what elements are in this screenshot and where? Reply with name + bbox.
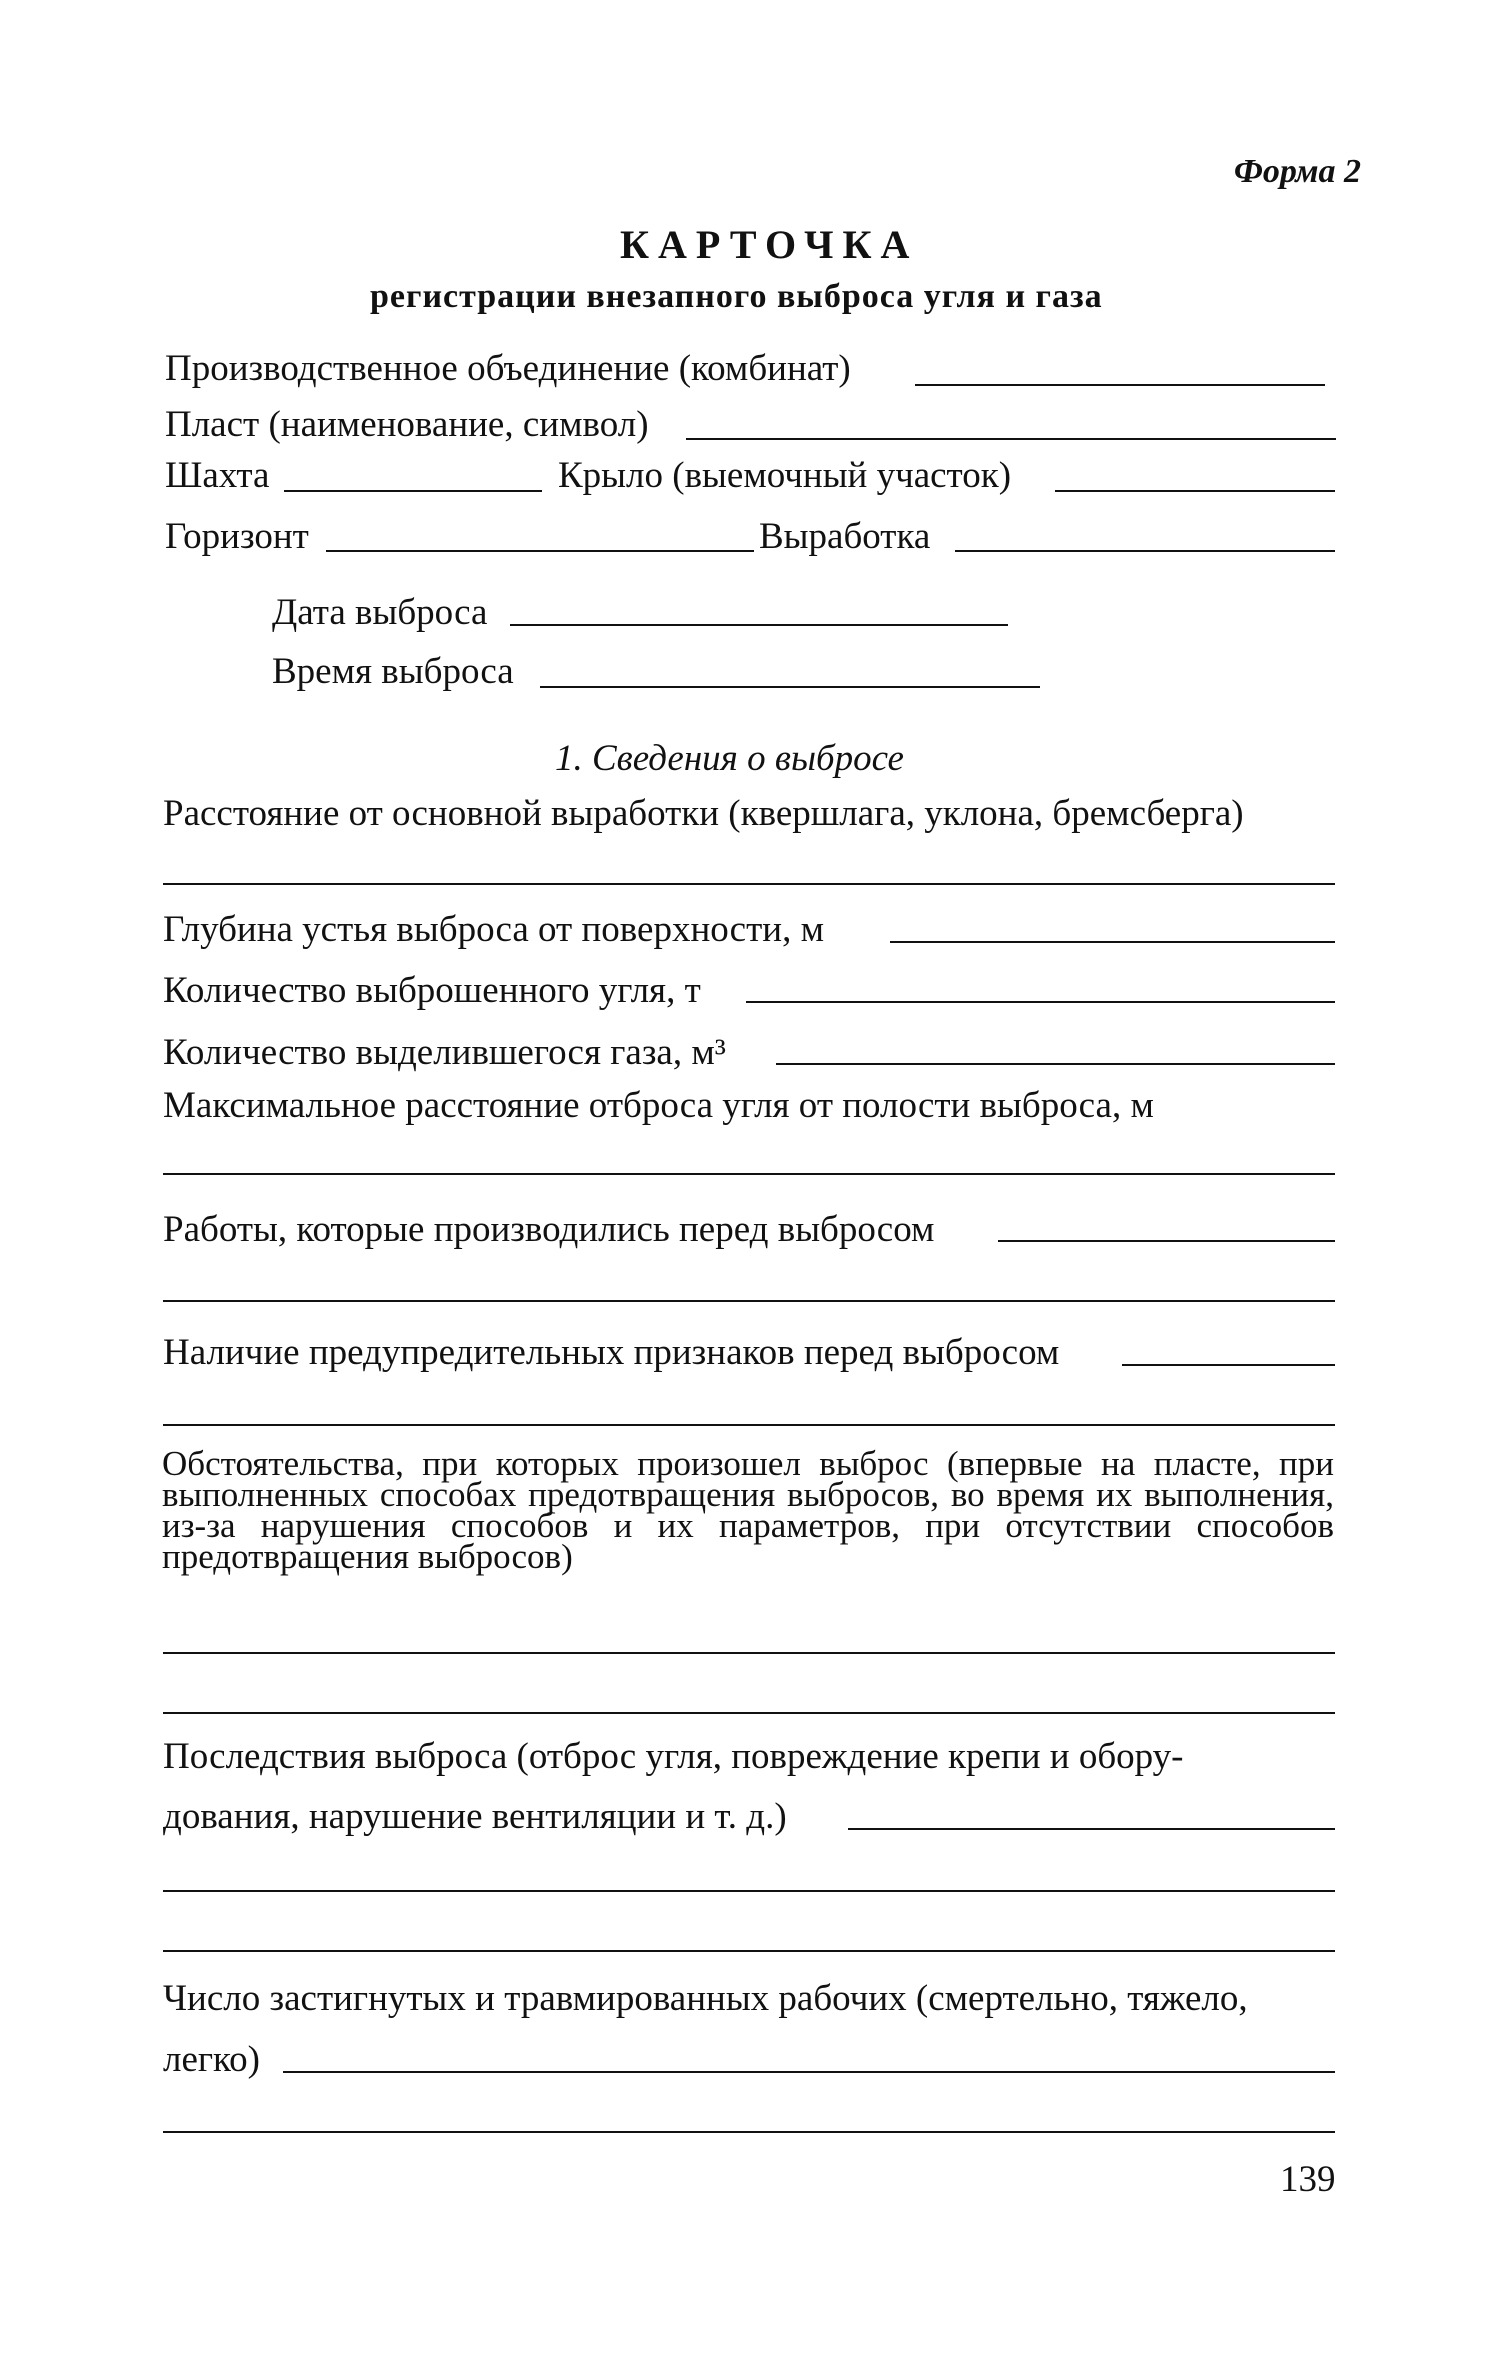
seam-field[interactable] (686, 438, 1336, 440)
circumstances-text: Обстоятельства, при которых произошел выброс (впервые на пласте, при выполненных способах предотвращения выбросов, во время их выполнения, из-за нарушения способов и их параметров, при отсутствии способов предотвращения выбросов) (162, 1444, 1334, 1576)
victims-field[interactable] (283, 2071, 1335, 2073)
working-field[interactable] (955, 550, 1335, 552)
warning-signs-field[interactable] (1122, 1364, 1335, 1366)
date-field[interactable] (510, 624, 1008, 626)
max-distance-field[interactable] (163, 1173, 1335, 1175)
time-label: Время выброса (272, 651, 514, 692)
distance-field[interactable] (163, 883, 1335, 885)
mine-field[interactable] (284, 490, 542, 492)
horizon-label: Горизонт (165, 516, 309, 557)
gas-amount-label: Количество выделившегося газа, м³ (163, 1032, 726, 1073)
depth-label: Глубина устья выброса от поверхности, м (163, 909, 824, 950)
victims-field-2[interactable] (163, 2131, 1335, 2133)
association-label: Производственное объединение (комбинат) (165, 348, 851, 389)
works-field[interactable] (998, 1240, 1335, 1242)
wing-field[interactable] (1055, 490, 1335, 492)
card-title: КАРТОЧКА (620, 222, 919, 267)
works-label: Работы, которые производились перед выбросом (163, 1209, 935, 1250)
consequences-field-3[interactable] (163, 1950, 1335, 1952)
date-label: Дата выброса (272, 592, 488, 633)
section-heading: 1. Сведения о выбросе (555, 738, 904, 779)
depth-field[interactable] (890, 941, 1335, 943)
consequences-field[interactable] (848, 1828, 1335, 1830)
circumstances-field-2[interactable] (163, 1712, 1335, 1714)
horizon-field[interactable] (326, 550, 754, 552)
wing-label: Крыло (выемочный участок) (558, 455, 1012, 496)
coal-amount-field[interactable] (746, 1001, 1335, 1003)
seam-label: Пласт (наименование, символ) (165, 404, 649, 445)
warning-signs-field-extra[interactable] (163, 1424, 1335, 1426)
page-number: 139 (1280, 2159, 1336, 2200)
gas-amount-field[interactable] (776, 1063, 1335, 1065)
distance-label: Расстояние от основной выработки (квершлага, уклона, бремсберга) (163, 793, 1244, 834)
circumstances-field-1[interactable] (163, 1652, 1335, 1654)
working-label: Выработка (759, 516, 931, 557)
consequences-field-2[interactable] (163, 1890, 1335, 1892)
mine-label: Шахта (165, 455, 270, 496)
victims-label-line2: легко) (163, 2039, 260, 2080)
consequences-label-line2: дования, нарушение вентиляции и т. д.) (163, 1796, 787, 1837)
card-subtitle: регистрации внезапного выброса угля и газа (370, 278, 1103, 315)
association-field[interactable] (915, 384, 1325, 386)
warning-signs-label: Наличие предупредительных признаков перед выбросом (163, 1332, 1060, 1373)
max-distance-label: Максимальное расстояние отброса угля от полости выброса, м (163, 1085, 1154, 1126)
consequences-label-line1: Последствия выброса (отброс угля, повреждение крепи и обору- (163, 1736, 1184, 1777)
victims-label-line1: Число застигнутых и травмированных рабочих (смертельно, тяжело, (163, 1978, 1248, 2019)
coal-amount-label: Количество выброшенного угля, т (163, 970, 701, 1011)
time-field[interactable] (540, 686, 1040, 688)
works-field-extra[interactable] (163, 1300, 1335, 1302)
form-label: Форма 2 (1234, 153, 1362, 190)
